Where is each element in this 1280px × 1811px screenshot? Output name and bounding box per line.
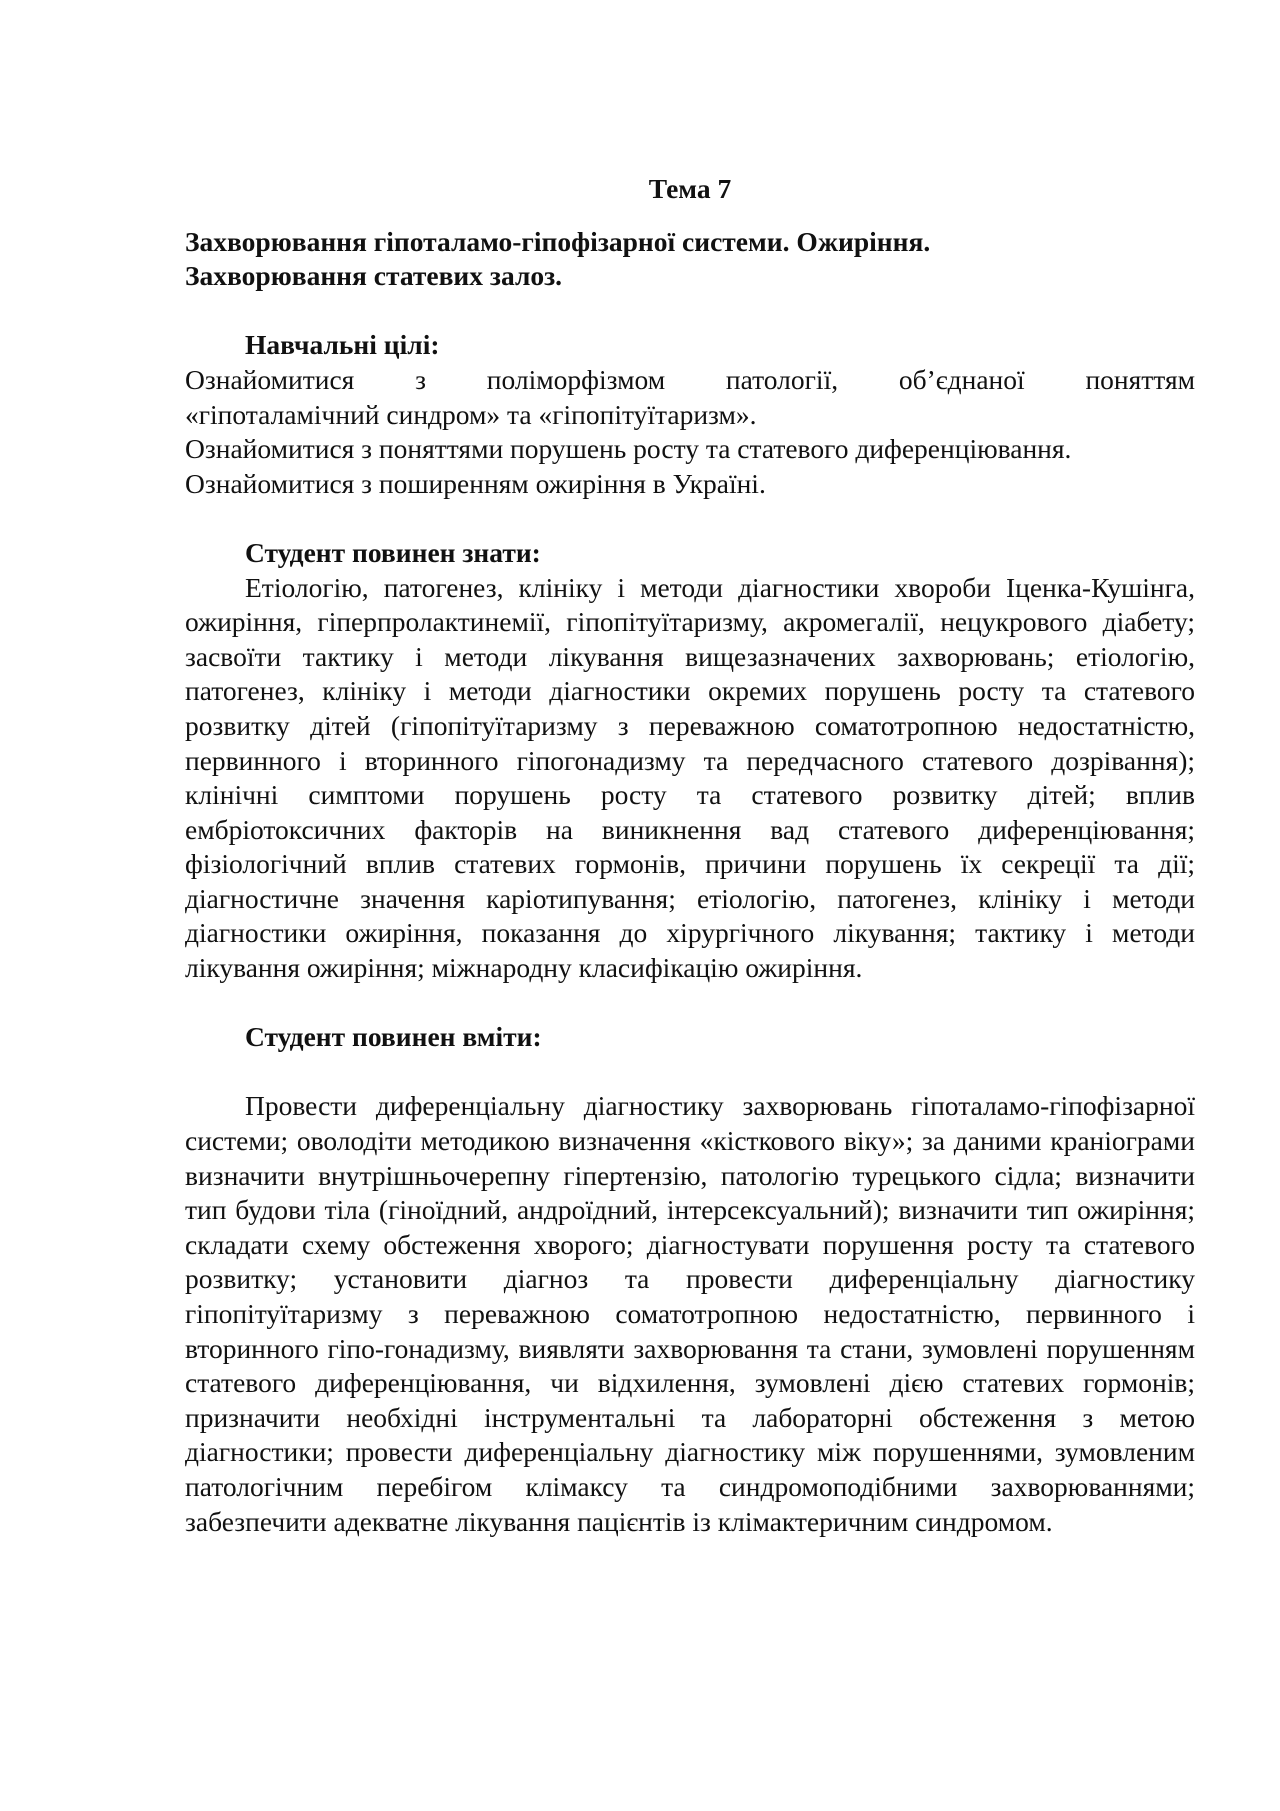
skills-paragraph: Провести диференціальну діагностику захворювань гіпоталамо-гіпофізарної системи; оволодіти методикою визначення «кісткового віку»; за даними краніограми визначити внутрішньочерепну гіпертензію, патологію турецького сідла; визначити тип будови тіла (гіноїдний, андроїдний, інтерсексуальний); визначити тип ожиріння; складати схему обстеження хворого; діагностувати порушення росту та статевого розвитку; установити діагноз та провести диференціальну діагностику гіпопітуїтаризму з переважною соматотропною недостатністю, первинного і вторинного гіпо-гонадизму, виявляти захворювання та стани, зумовлені порушенням статевого диференціювання, чи відхилення, зумовлені дією статевих гормонів; призначити необхідні інструментальні та лабораторні обстеження з метою діагностики; провести диференціальну діагностику між порушеннями, зумовленим патологічним перебігом клімаксу та синдромоподібними захворюваннями; забезпечити адекватне лікування пацієнтів із клімактеричним синдромом. [185, 1090, 1195, 1537]
spacer [185, 501, 1195, 536]
spacer [185, 1055, 1195, 1090]
spacer [185, 294, 1195, 329]
topic-title-line-1: Захворювання гіпоталамо-гіпофізарної системи. Ожиріння. [185, 225, 931, 257]
know-paragraph: Етіологію, патогенез, клініку і методи діагностики хвороби Іценка-Кушінга, ожиріння, гіперпролактинемії, гіпопітуїтаризму, акромегалії, нецукрового діабету; засвоїти тактику і методи лікування вищезазначених захворювань; етіологію, патогенез, клініку і методи діагностики окремих порушень росту та статевого розвитку дітей (гіпопітуїтаризму з переважною соматотропною недостатністю, первинного і вторинного гіпогонадизму та передчасного статевого дозрівання); клінічні симптоми порушень росту та статевого розвитку дітей; вплив ембріотоксичних факторів на виникнення вад статевого диференціювання; фізіологічний вплив статевих гормонів, причини порушень їх секреції та дії; діагностичне значення каріотипування; етіологію, патогенез, клініку і методи діагностики ожиріння, показання до хірургічного лікування; тактику і методи лікування ожиріння; міжнародну класифікацію ожиріння. [185, 571, 1195, 984]
goals-line-3: Ознайомитися з поняттями порушень росту та статевого диференціювання. [185, 433, 1072, 465]
topic-title-line-2: Захворювання статевих залоз. [185, 260, 563, 292]
know-heading: Студент повинен знати: [245, 536, 541, 568]
topic-number: Тема 7 [648, 173, 732, 204]
goals-line-2: «гіпоталамічний синдром» та «гіпопітуїтаризм». [185, 398, 757, 430]
goals-line-1: Ознайомитися з поліморфізмом патології, об’єднаної поняттям [185, 363, 1195, 395]
goals-heading: Навчальні цілі: [245, 329, 440, 361]
document-page [185, 172, 1195, 1539]
spacer [185, 986, 1195, 1021]
skills-heading: Студент повинен вміти: [245, 1021, 542, 1053]
goals-line-4: Ознайомитися з поширенням ожиріння в Україні. [185, 467, 766, 499]
